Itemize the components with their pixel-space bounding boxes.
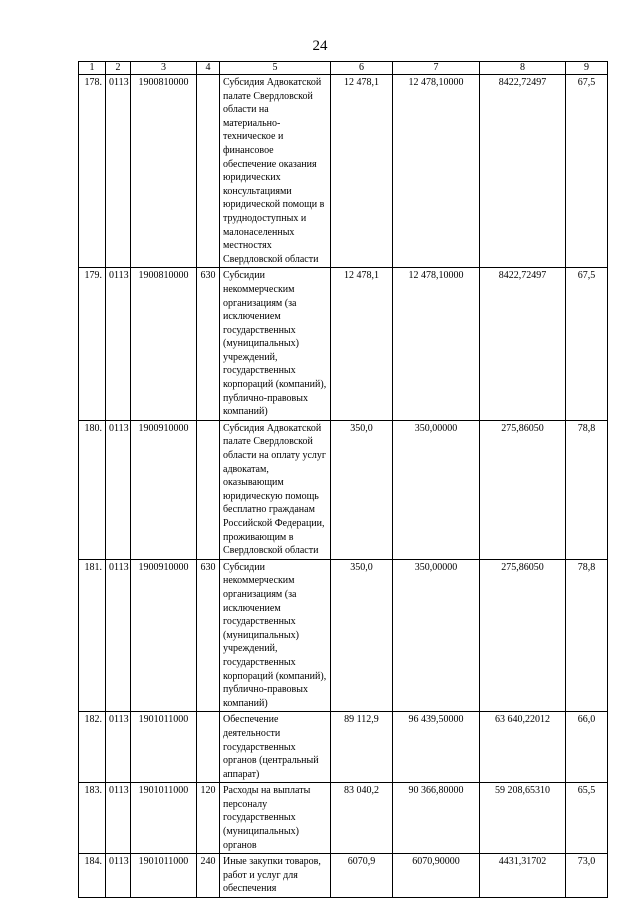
- table-row: [79, 559, 608, 712]
- executed-amount: 59 208,65310: [480, 783, 566, 854]
- section-code: 0113: [106, 712, 131, 783]
- refined-amount: 12 478,10000: [393, 268, 480, 421]
- item-name: Субсидия Адвокатской палате Свердловской области на материально-техническое и финансовое обеспечение оказания юридических консультациями юридической помощи в труднодоступных и малонаселенных местностях Свердловской области: [220, 75, 331, 268]
- expense-kind: 120: [197, 783, 220, 854]
- executed-amount: 8422,72497: [480, 268, 566, 421]
- row-number: 179.: [79, 268, 106, 421]
- execution-percent: 67,5: [566, 268, 608, 421]
- expense-kind: [197, 712, 220, 783]
- section-code: 0113: [106, 559, 131, 712]
- header-cell: 1: [79, 62, 106, 75]
- budget-table: [78, 61, 608, 898]
- table-row: [79, 75, 608, 268]
- header-cell: 7: [393, 62, 480, 75]
- expense-kind: [197, 75, 220, 268]
- header-cell: 4: [197, 62, 220, 75]
- item-name: Расходы на выплаты персоналу государственных (муниципальных) органов: [220, 783, 331, 854]
- item-name: Субсидия Адвокатской палате Свердловской области на оплату услуг адвокатам, оказывающим юридическую помощь бесплатно гражданам Российской Федерации, проживающим в Свердловской области: [220, 420, 331, 559]
- row-number: 178.: [79, 75, 106, 268]
- page-number: 24: [312, 38, 328, 54]
- header-row: [79, 62, 608, 75]
- header-cell: 8: [480, 62, 566, 75]
- execution-percent: 65,5: [566, 783, 608, 854]
- row-number: 183.: [79, 783, 106, 854]
- refined-amount: 350,00000: [393, 559, 480, 712]
- refined-amount: 12 478,10000: [393, 75, 480, 268]
- row-number: 180.: [79, 420, 106, 559]
- header-cell: 3: [131, 62, 197, 75]
- header-cell: 6: [331, 62, 393, 75]
- plan-amount: 89 112,9: [331, 712, 393, 783]
- executed-amount: 275,86050: [480, 420, 566, 559]
- execution-percent: 67,5: [566, 75, 608, 268]
- executed-amount: 63 640,22012: [480, 712, 566, 783]
- plan-amount: 6070,9: [331, 854, 393, 898]
- item-name: Иные закупки товаров, работ и услуг для обеспечения: [220, 854, 331, 898]
- row-number: 182.: [79, 712, 106, 783]
- item-name: Обеспечение деятельности государственных органов (центральный аппарат): [220, 712, 331, 783]
- executed-amount: 275,86050: [480, 559, 566, 712]
- table-row: [79, 420, 608, 559]
- execution-percent: 78,8: [566, 420, 608, 559]
- expense-kind: 240: [197, 854, 220, 898]
- refined-amount: 96 439,50000: [393, 712, 480, 783]
- target-code: 1901011000: [131, 854, 197, 898]
- section-code: 0113: [106, 783, 131, 854]
- row-number: 184.: [79, 854, 106, 898]
- expense-kind: [197, 420, 220, 559]
- expense-kind: 630: [197, 268, 220, 421]
- execution-percent: 73,0: [566, 854, 608, 898]
- execution-percent: 66,0: [566, 712, 608, 783]
- plan-amount: 12 478,1: [331, 268, 393, 421]
- section-code: 0113: [106, 420, 131, 559]
- table-row: [79, 268, 608, 421]
- section-code: 0113: [106, 268, 131, 421]
- executed-amount: 4431,31702: [480, 854, 566, 898]
- target-code: 1900810000: [131, 268, 197, 421]
- table-row: [79, 854, 608, 898]
- header-cell: 2: [106, 62, 131, 75]
- section-code: 0113: [106, 75, 131, 268]
- target-code: 1901011000: [131, 783, 197, 854]
- refined-amount: 350,00000: [393, 420, 480, 559]
- header-cell: 5: [220, 62, 331, 75]
- row-number: 181.: [79, 559, 106, 712]
- expense-kind: 630: [197, 559, 220, 712]
- table-row: [79, 712, 608, 783]
- refined-amount: 6070,90000: [393, 854, 480, 898]
- item-name: Субсидии некоммерческим организациям (за исключением государственных (муниципальных) учреждений, государственных корпораций (компаний), публично-правовых компаний): [220, 268, 331, 421]
- plan-amount: 83 040,2: [331, 783, 393, 854]
- executed-amount: 8422,72497: [480, 75, 566, 268]
- item-name: Субсидии некоммерческим организациям (за исключением государственных (муниципальных) учреждений, государственных корпораций (компаний), публично-правовых компаний): [220, 559, 331, 712]
- plan-amount: 350,0: [331, 420, 393, 559]
- plan-amount: 12 478,1: [331, 75, 393, 268]
- target-code: 1901011000: [131, 712, 197, 783]
- section-code: 0113: [106, 854, 131, 898]
- target-code: 1900910000: [131, 559, 197, 712]
- table-row: [79, 783, 608, 854]
- target-code: 1900810000: [131, 75, 197, 268]
- header-cell: 9: [566, 62, 608, 75]
- plan-amount: 350,0: [331, 559, 393, 712]
- refined-amount: 90 366,80000: [393, 783, 480, 854]
- execution-percent: 78,8: [566, 559, 608, 712]
- target-code: 1900910000: [131, 420, 197, 559]
